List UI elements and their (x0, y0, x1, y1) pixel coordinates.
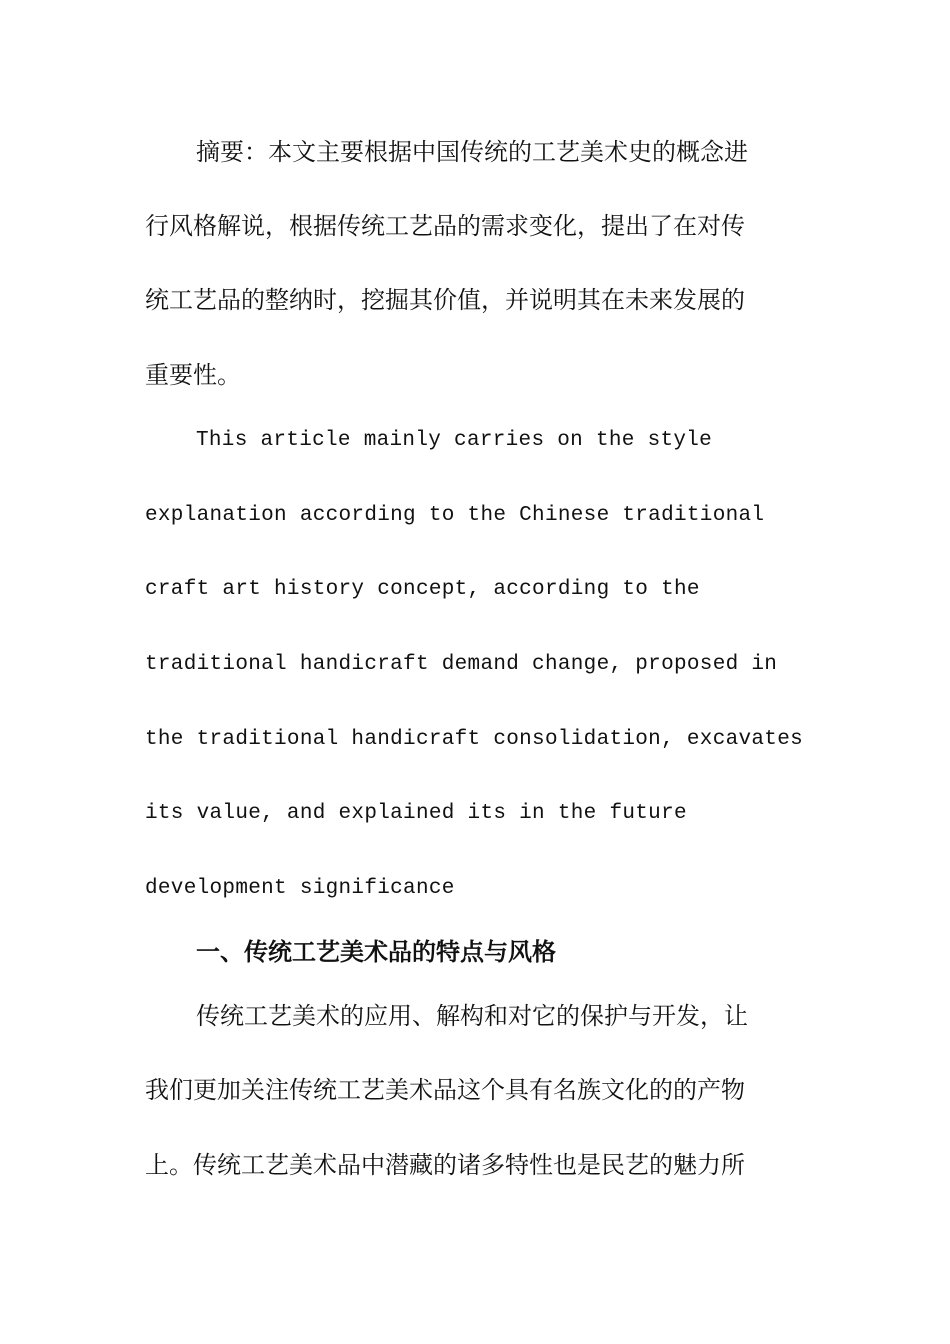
section-1-para-line-3: 上。传统工艺美术品中潜藏的诸多特性也是民艺的魅力所 (145, 1151, 745, 1179)
section-1-para-line-2: 我们更加关注传统工艺美术品这个具有名族文化的的产物 (145, 1076, 745, 1104)
abstract-en-line-4: traditional handicraft demand change, proposed in (145, 653, 778, 676)
abstract-cn-line-2: 行风格解说，根据传统工艺品的需求变化，提出了在对传 (145, 212, 745, 240)
section-1-heading: 一、传统工艺美术品的特点与风格 (196, 938, 556, 966)
abstract-cn-line-3: 统工艺品的整纳时，挖掘其价值，并说明其在未来发展的 (145, 286, 745, 314)
abstract-en-line-5: the traditional handicraft consolidation, excavates (145, 728, 804, 751)
abstract-en-line-2: explanation according to the Chinese traditional (145, 504, 765, 527)
abstract-cn-line-1: 摘要：本文主要根据中国传统的工艺美术史的概念进 (196, 138, 748, 166)
abstract-en-line-6: its value, and explained its in the future (145, 802, 687, 825)
abstract-en-line-1: This article mainly carries on the style (196, 429, 713, 452)
abstract-en-line-7: development significance (145, 877, 455, 900)
abstract-cn-line-4: 重要性。 (145, 361, 241, 389)
abstract-en-line-3: craft art history concept, according to the (145, 578, 700, 601)
section-1-para-line-1: 传统工艺美术的应用、解构和对它的保护与开发，让 (196, 1002, 748, 1030)
